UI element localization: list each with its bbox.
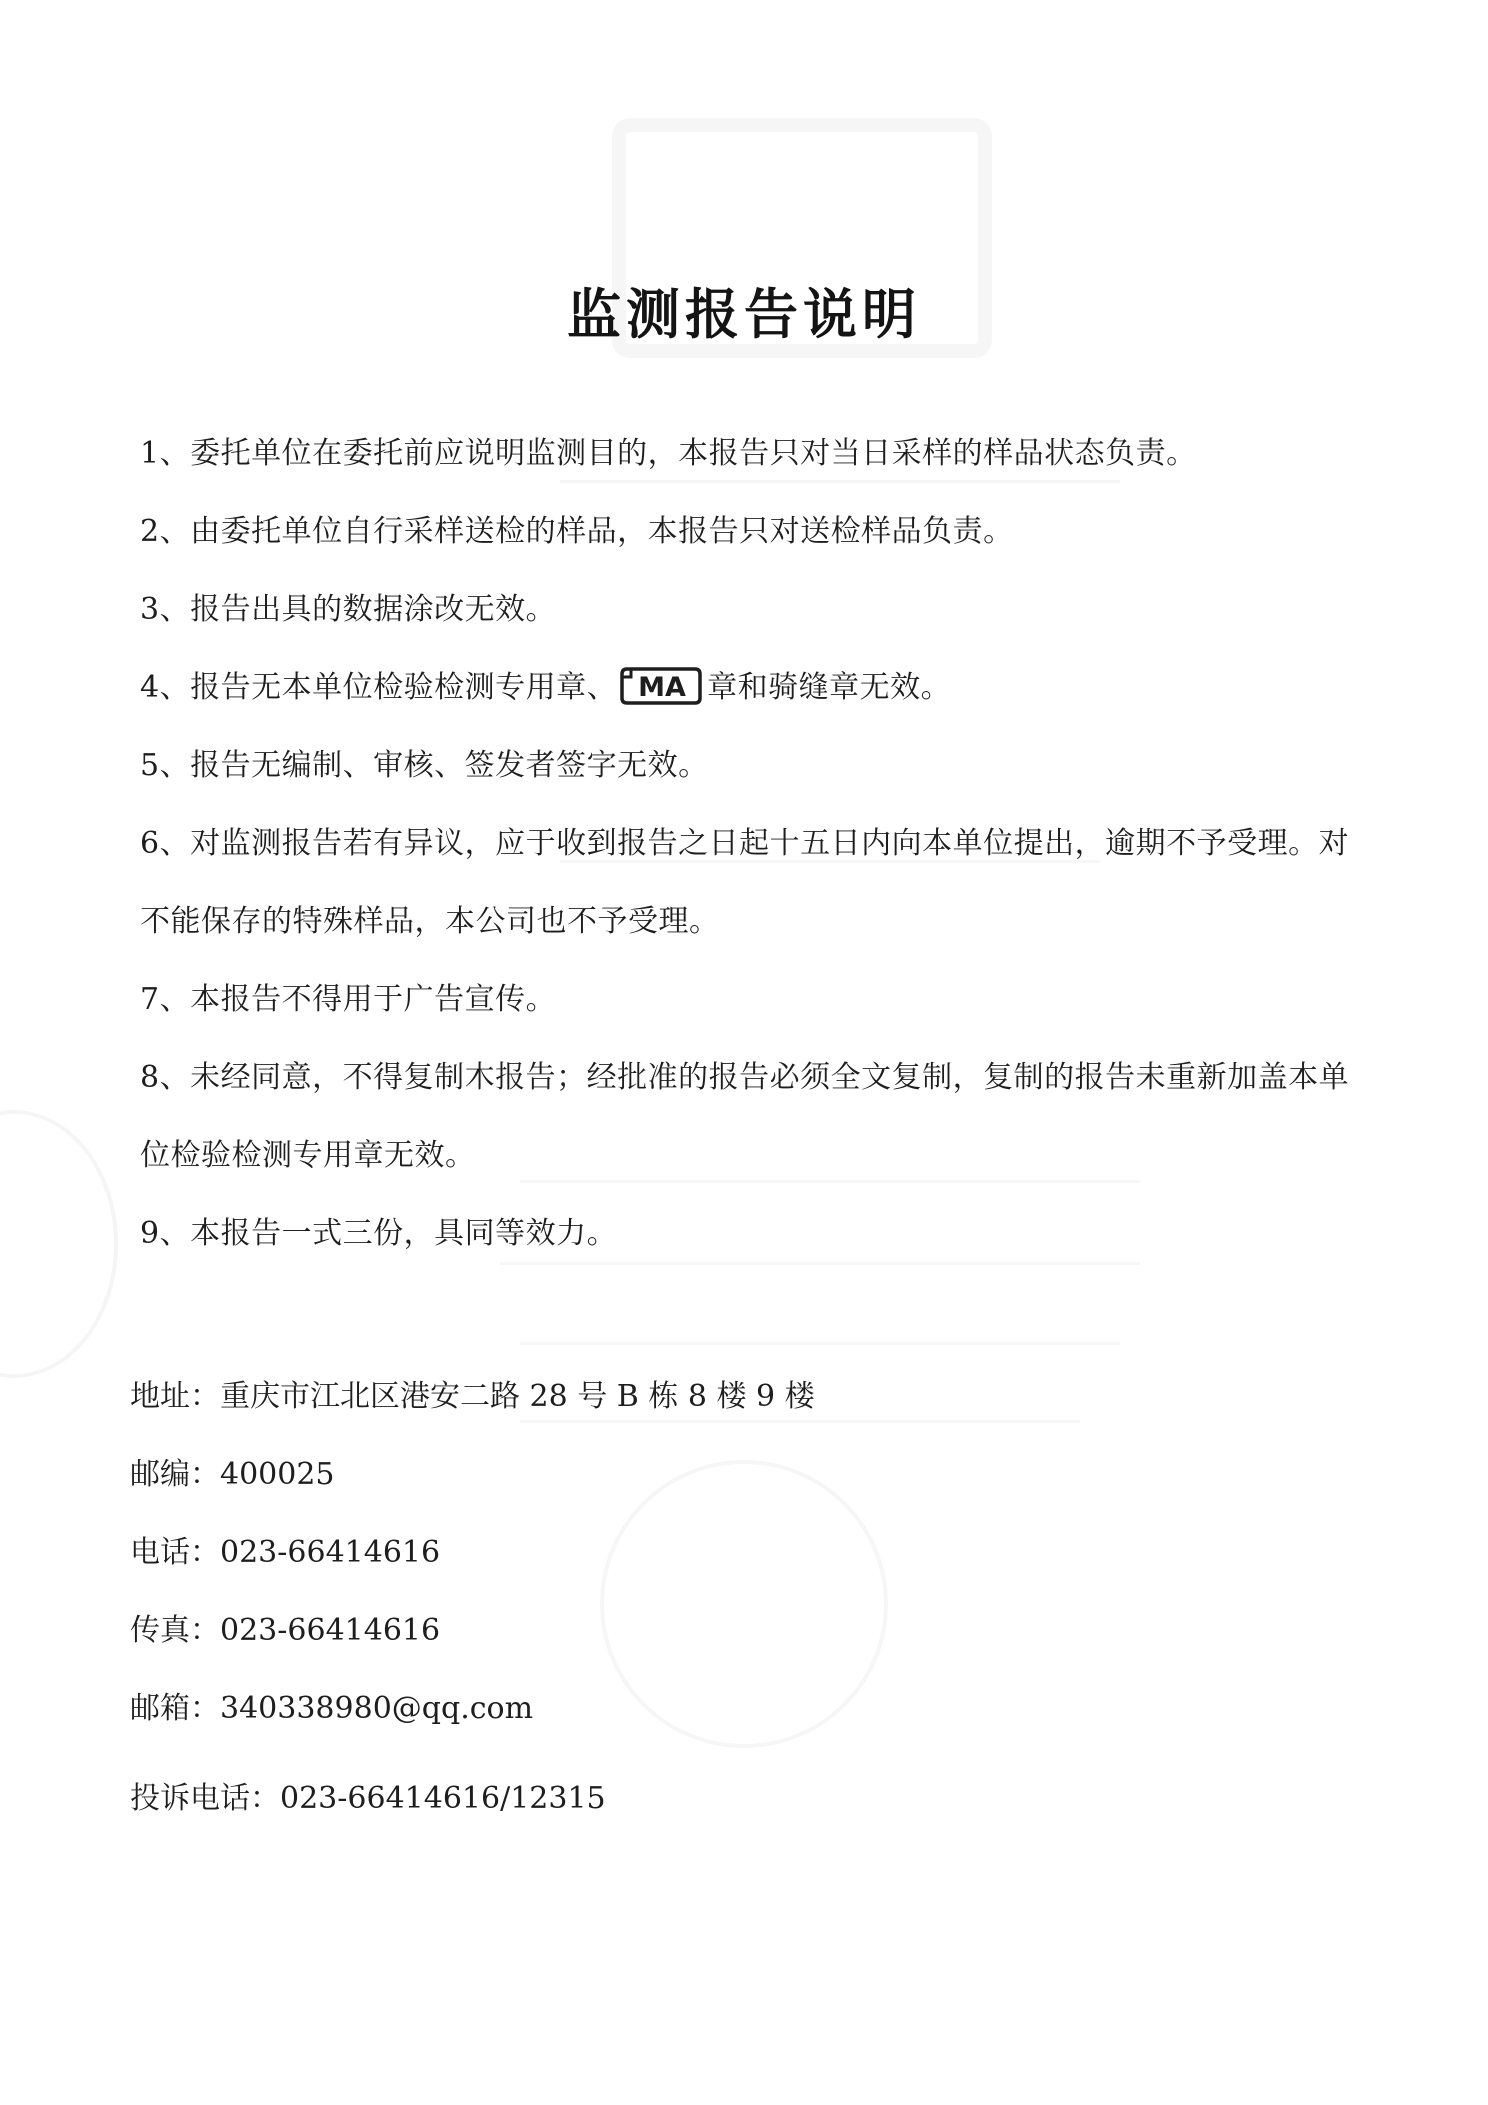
clause-text: 5、报告无编制、审核、签发者签字无效。 — [140, 748, 709, 783]
clause-text: 章和骑缝章无效。 — [707, 670, 952, 705]
show-through-text — [520, 1342, 1120, 1345]
clause-item — [140, 571, 1350, 649]
clause-text: 2、由委托单位自行采样送检的样品，本报告只对送检样品负责。 — [140, 514, 1014, 549]
complaint-phone-line: 投诉电话：023-66414616/12315 — [130, 1781, 606, 1816]
clause-item — [140, 1195, 1350, 1273]
page-title: 监测报告说明 — [567, 283, 921, 346]
clause-list — [140, 415, 1350, 1273]
show-through-seal — [0, 1110, 118, 1378]
fax-line: 传真：023-66414616 — [130, 1613, 441, 1648]
email-line: 邮箱：340338980@qq.com — [130, 1691, 534, 1726]
clause-item — [140, 727, 1350, 805]
clause-item — [140, 805, 1350, 961]
clause-text: 3、报告出具的数据涂改无效。 — [140, 592, 557, 627]
clause-text: 7、本报告不得用于广告宣传。 — [140, 982, 557, 1017]
clause-item — [140, 961, 1350, 1039]
address-line: 地址：重庆市江北区港安二路 28 号 B 栋 8 楼 9 楼 — [130, 1379, 815, 1414]
clause-item — [140, 415, 1350, 493]
contact-block — [130, 1358, 815, 1838]
clause-text: 1、委托单位在委托前应说明监测目的，本报告只对当日采样的样品状态负责。 — [140, 436, 1197, 471]
clause-text: 9、本报告一式三份，具同等效力。 — [140, 1216, 618, 1251]
clause-item — [140, 1039, 1350, 1195]
cma-mark-text: MA — [638, 672, 686, 703]
postcode-line: 邮编：400025 — [130, 1457, 335, 1492]
clause-item — [140, 649, 1350, 727]
clause-item — [140, 493, 1350, 571]
clause-text: 6、对监测报告若有异议，应于收到报告之日起十五日内向本单位提出，逾期不予受理。对不能保存的特殊样品，本公司也不予受理。 — [140, 826, 1350, 939]
clause-text: 4、报告无本单位检验检测专用章、 — [140, 670, 618, 705]
phone-line: 电话：023-66414616 — [130, 1535, 441, 1570]
clause-text: 8、未经同意，不得复制木报告；经批准的报告必须全文复制，复制的报告未重新加盖本单位检验检测专用章无效。 — [140, 1060, 1350, 1173]
cma-mark-icon — [619, 665, 703, 707]
